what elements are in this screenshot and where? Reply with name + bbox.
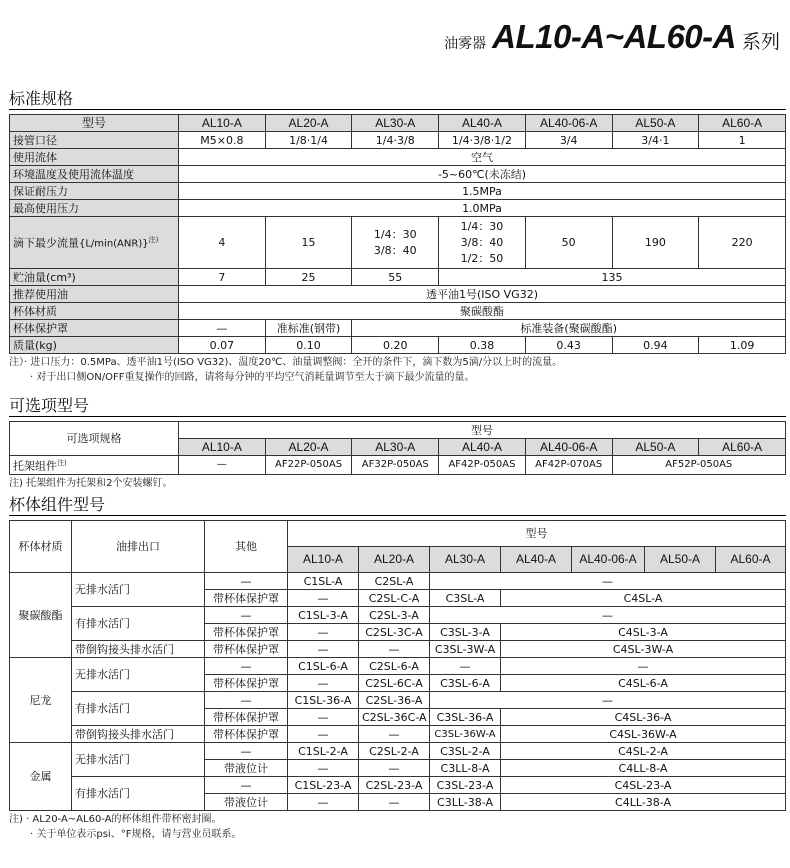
spec-cell-multi [439,217,526,269]
cup-cell: C3SL-36-A [430,709,501,726]
spec-cell: 50 [525,217,612,269]
cup-row [10,692,786,709]
cup-cell: C1SL-23-A [288,777,359,794]
spec-row-rec [10,286,786,303]
spec-cell: 透平油1号(ISO VG32) [179,286,786,303]
cup-cell: — [430,692,786,709]
spec-label: 使用流体 [10,149,179,166]
spec-row-mat [10,303,786,320]
cup-material: 金属 [10,743,72,811]
spec-cell: — [179,320,266,337]
spec-model: AL60-A [699,115,786,132]
cup-row [10,777,786,794]
cup-cell: — [359,726,430,743]
option-model-label: 型号 [179,422,786,439]
cup-other: 带液位计 [205,760,288,777]
cup-other: — [205,692,288,709]
cup-cell: C2SL-6C-A [359,675,430,692]
spec-cell: 聚碳酸酯 [179,303,786,320]
cup-cell: C2SL-C-A [359,590,430,607]
cup-note-1: 注) · AL20-A~AL60-A的杯体组件带杯密封圈。 [9,814,222,825]
cup-row [10,641,786,658]
drip-unit: {L/min(ANR)} [79,238,149,250]
cup-cell: C3SL-36W-A [430,726,501,743]
cup-cell: C2SL-3-A [359,607,430,624]
option-model: AL40-A [439,439,526,456]
cup-cell: C4LL-38-A [501,794,786,811]
drip-line: 3/8：40 [373,243,417,257]
cup-drain: 有排水活门 [72,607,205,641]
cup-cell: C2SL-A [359,573,430,590]
spec-row-mass [10,337,786,354]
cup-cell: C3SL-3-A [430,624,501,641]
cup-cell: — [501,658,786,675]
spec-row-temp [10,166,786,183]
cup-model: AL40-06-A [572,547,645,573]
spec-label: 接管口径 [10,132,179,149]
spec-label: 最高使用压力 [10,200,179,217]
option-cell: AF42P-070AS [525,456,612,475]
spec-model: AL30-A [352,115,439,132]
option-cell: — [179,456,266,475]
drip-line: 1/4：30 [460,219,504,233]
spec-cell: 4 [179,217,266,269]
spec-label: 杯体材质 [10,303,179,320]
cup-cell: C1SL-2-A [288,743,359,760]
spec-cell: 0.07 [179,337,266,354]
cup-h-other: 其他 [205,521,288,573]
bracket-label-text: 托架组件 [13,459,57,473]
spec-cell: 1/4·3/8 [352,132,439,149]
spec-row-maxp [10,200,786,217]
drip-note: 注) [148,236,159,245]
cup-cell: C4SL-2-A [501,743,786,760]
cup-other: — [205,743,288,760]
cup-other: 带杯体保护罩 [205,624,288,641]
spec-label: 杯体保护罩 [10,320,179,337]
cup-cell: — [430,607,786,624]
drip-label: 滴下最少流量 [13,236,79,250]
cup-other: 带杯体保护罩 [205,726,288,743]
cup-cell: — [288,794,359,811]
option-note: 注) 托架组件为托架和2个安装螺钉。 [9,477,173,489]
spec-cell: 1 [699,132,786,149]
cup-material: 尼龙 [10,658,72,743]
cup-note-2: · 关于单位表示psi、°F规格，请与营业员联系。 [30,829,242,840]
option-bracket-label [10,456,179,475]
option-model: AL10-A [179,439,266,456]
cup-section [9,494,786,841]
cup-row [10,658,786,675]
spec-section [9,88,786,384]
cup-table [9,520,786,811]
spec-cell: 空气 [179,149,786,166]
bracket-note-mark: 注) [57,459,67,467]
cup-other: 带杯体保护罩 [205,675,288,692]
spec-cell: 0.10 [265,337,352,354]
cup-other: 带杯体保护罩 [205,590,288,607]
cup-row [10,726,786,743]
spec-cell: 0.38 [439,337,526,354]
option-cell: AF22P-050AS [265,456,352,475]
cup-drain: 有排水活门 [72,777,205,811]
cup-other: — [205,658,288,675]
header-model: AL10-A~AL60-A [492,18,736,55]
cup-cell: — [288,726,359,743]
spec-cell: 190 [612,217,699,269]
header-suffix: 系列 [741,31,780,53]
spec-cell: 0.43 [525,337,612,354]
drip-line: 3/8：40 [460,235,504,249]
option-bracket-row [10,456,786,475]
cup-cell: C2SL-6-A [359,658,430,675]
spec-label: 贮油量(cm³) [10,269,179,286]
cup-cell: C2SL-23-A [359,777,430,794]
cup-cell: C3LL-38-A [430,794,501,811]
cup-other: 带液位计 [205,794,288,811]
spec-cell: 15 [265,217,352,269]
spec-cell: 1/8·1/4 [265,132,352,149]
cup-header-row-1 [10,521,786,547]
cup-cell: C2SL-2-A [359,743,430,760]
cup-cell: C4SL-6-A [501,675,786,692]
spec-label: 环境温度及使用流体温度 [10,166,179,183]
cup-drain: 带倒钩接头排水活门 [72,641,205,658]
spec-cell: 55 [352,269,439,286]
cup-other: — [205,777,288,794]
spec-label: 保证耐压力 [10,183,179,200]
option-model: AL30-A [352,439,439,456]
cup-drain: 无排水活门 [72,573,205,607]
cup-other: — [205,573,288,590]
cup-cell: — [288,675,359,692]
option-cell: AF52P-050AS [612,456,785,475]
spec-cell: 3/4·1 [612,132,699,149]
spec-cell: 220 [699,217,786,269]
cup-other: — [205,607,288,624]
cup-cell: C1SL-A [288,573,359,590]
option-model: AL60-A [699,439,786,456]
spec-row-pipe [10,132,786,149]
cup-h-drain: 油排出口 [72,521,205,573]
cup-h-model: 型号 [288,521,786,547]
cup-cell: C4SL-36W-A [501,726,786,743]
option-title: 可选项型号 [9,395,786,417]
spec-label: 质量(kg) [10,337,179,354]
option-cell: AF32P-050AS [352,456,439,475]
cup-cell: C3SL-A [430,590,501,607]
cup-drain: 无排水活门 [72,743,205,777]
spec-cell: 0.20 [352,337,439,354]
drip-line: 1/2：50 [460,251,504,265]
option-cell: AF42P-050AS [439,456,526,475]
cup-cell: C4SL-23-A [501,777,786,794]
page-header [444,18,780,58]
cup-cell: C3SL-2-A [430,743,501,760]
cup-model: AL30-A [430,547,501,573]
cup-cell: C1SL-6-A [288,658,359,675]
spec-cell: 0.94 [612,337,699,354]
cup-cell: C4LL-8-A [501,760,786,777]
cup-title: 杯体组件型号 [9,494,786,516]
cup-cell: C4SL-3W-A [501,641,786,658]
cup-cell: C2SL-3C-A [359,624,430,641]
spec-table [9,114,786,354]
cup-cell: C2SL-36-A [359,692,430,709]
cup-other: 带杯体保护罩 [205,709,288,726]
spec-cell-multi [352,217,439,269]
spec-cell: 1.09 [699,337,786,354]
cup-model: AL60-A [716,547,786,573]
spec-model: AL40-06-A [525,115,612,132]
cup-cell: — [288,641,359,658]
cup-row [10,607,786,624]
cup-cell: C3SL-23-A [430,777,501,794]
cup-drain: 有排水活门 [72,692,205,726]
cup-cell: — [288,760,359,777]
spec-note-1: 注）· 进口压力：0.5MPa、透平油1号(ISO VG32)、温度20℃、油量调整阀：全开的条件下，滴下数为5滴/分以上时的流量。 [9,357,563,368]
spec-cell: 准标准(钢带) [265,320,352,337]
spec-cell: 标准装备(聚碳酸酯) [352,320,786,337]
option-model: AL40-06-A [525,439,612,456]
cup-cell: — [288,624,359,641]
spec-row-drip [10,217,786,269]
cup-row [10,573,786,590]
option-spec-label: 可选项规格 [10,422,179,456]
option-section [9,395,786,490]
spec-row-guard [10,320,786,337]
cup-cell: C1SL-36-A [288,692,359,709]
cup-row [10,743,786,760]
spec-label [10,217,179,269]
cup-cell: — [288,590,359,607]
spec-row-fluid [10,149,786,166]
option-model: AL20-A [265,439,352,456]
spec-row-oil [10,269,786,286]
spec-cell: 3/4 [525,132,612,149]
spec-cell: -5~60℃(未冻结) [179,166,786,183]
spec-cell: 7 [179,269,266,286]
cup-cell: C4SL-36-A [501,709,786,726]
cup-cell: C3LL-8-A [430,760,501,777]
spec-cell: 1/4·3/8·1/2 [439,132,526,149]
cup-cell: C4SL-3-A [501,624,786,641]
cup-model: AL10-A [288,547,359,573]
option-model: AL50-A [612,439,699,456]
cup-model: AL40-A [501,547,572,573]
cup-cell: — [359,794,430,811]
spec-cell: 1.5MPa [179,183,786,200]
cup-other: 带杯体保护罩 [205,641,288,658]
option-header-row [10,422,786,439]
spec-label: 推荐使用油 [10,286,179,303]
cup-cell: C4SL-A [501,590,786,607]
spec-model: AL10-A [179,115,266,132]
cup-model: AL50-A [645,547,716,573]
cup-cell: C3SL-6-A [430,675,501,692]
spec-cell: 135 [439,269,786,286]
header-prefix: 油雾器 [444,36,487,52]
spec-model: AL50-A [612,115,699,132]
option-table [9,421,786,475]
cup-material: 聚碳酸酯 [10,573,72,658]
spec-title: 标准规格 [9,88,786,110]
cup-model: AL20-A [359,547,430,573]
cup-cell: C1SL-3-A [288,607,359,624]
spec-row-proof [10,183,786,200]
spec-cell: 25 [265,269,352,286]
cup-cell: — [359,760,430,777]
cup-cell: — [359,641,430,658]
cup-cell: — [288,709,359,726]
spec-model: AL20-A [265,115,352,132]
cup-cell: C2SL-36C-A [359,709,430,726]
spec-model-label: 型号 [10,115,179,132]
cup-drain: 带倒钩接头排水活门 [72,726,205,743]
cup-drain: 无排水活门 [72,658,205,692]
cup-cell: — [430,658,501,675]
spec-header-row [10,115,786,132]
cup-cell: — [430,573,786,590]
spec-cell: M5×0.8 [179,132,266,149]
spec-note-2: · 对于出口侧ON/OFF重复操作的回路，请将每分钟的平均空气消耗量调节至大于滴下最少流量的量。 [30,372,475,383]
drip-line: 1/4：30 [373,227,417,241]
spec-model: AL40-A [439,115,526,132]
cup-h-material: 杯体材质 [10,521,72,573]
spec-cell: 1.0MPa [179,200,786,217]
cup-cell: C3SL-3W-A [430,641,501,658]
